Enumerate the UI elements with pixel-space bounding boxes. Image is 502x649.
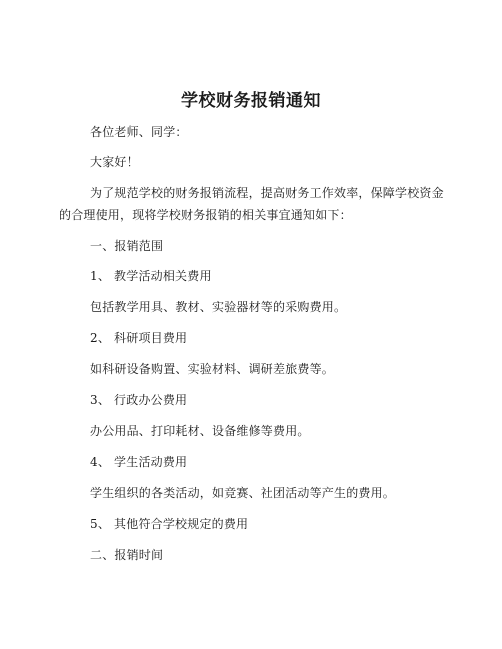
section-heading-time: 二、报销时间 xyxy=(90,548,164,562)
section-heading-scope: 一、报销范围 xyxy=(90,239,164,253)
list-item-description: 如科研设备购置、实验材料、调研差旅费等。 xyxy=(90,362,335,376)
intro-paragraph-line-1: 为了规范学校的财务报销流程，提高财务工作效率，保障学校资金 xyxy=(90,186,444,200)
list-item-description: 办公用品、打印耗材、设备维修等费用。 xyxy=(90,424,310,438)
hello-line: 大家好！ xyxy=(90,155,139,169)
document-title: 学校财务报销通知 xyxy=(181,91,321,111)
list-item-label: 2、 科研项目费用 xyxy=(90,331,188,345)
list-item-label: 3、 行政办公费用 xyxy=(90,393,188,407)
greeting-line: 各位老师、同学： xyxy=(90,125,188,139)
list-item-label: 1、 教学活动相关费用 xyxy=(90,269,212,283)
intro-paragraph-line-2: 的合理使用，现将学校财务报销的相关事宜通知如下： xyxy=(59,208,352,222)
list-item-description: 学生组织的各类活动，如竞赛、社团活动等产生的费用。 xyxy=(90,486,396,500)
list-item-description: 包括教学用具、教材、实验器材等的采购费用。 xyxy=(90,300,347,314)
list-item-label: 4、 学生活动费用 xyxy=(90,455,188,469)
list-item-label: 5、 其他符合学校规定的费用 xyxy=(90,517,249,531)
